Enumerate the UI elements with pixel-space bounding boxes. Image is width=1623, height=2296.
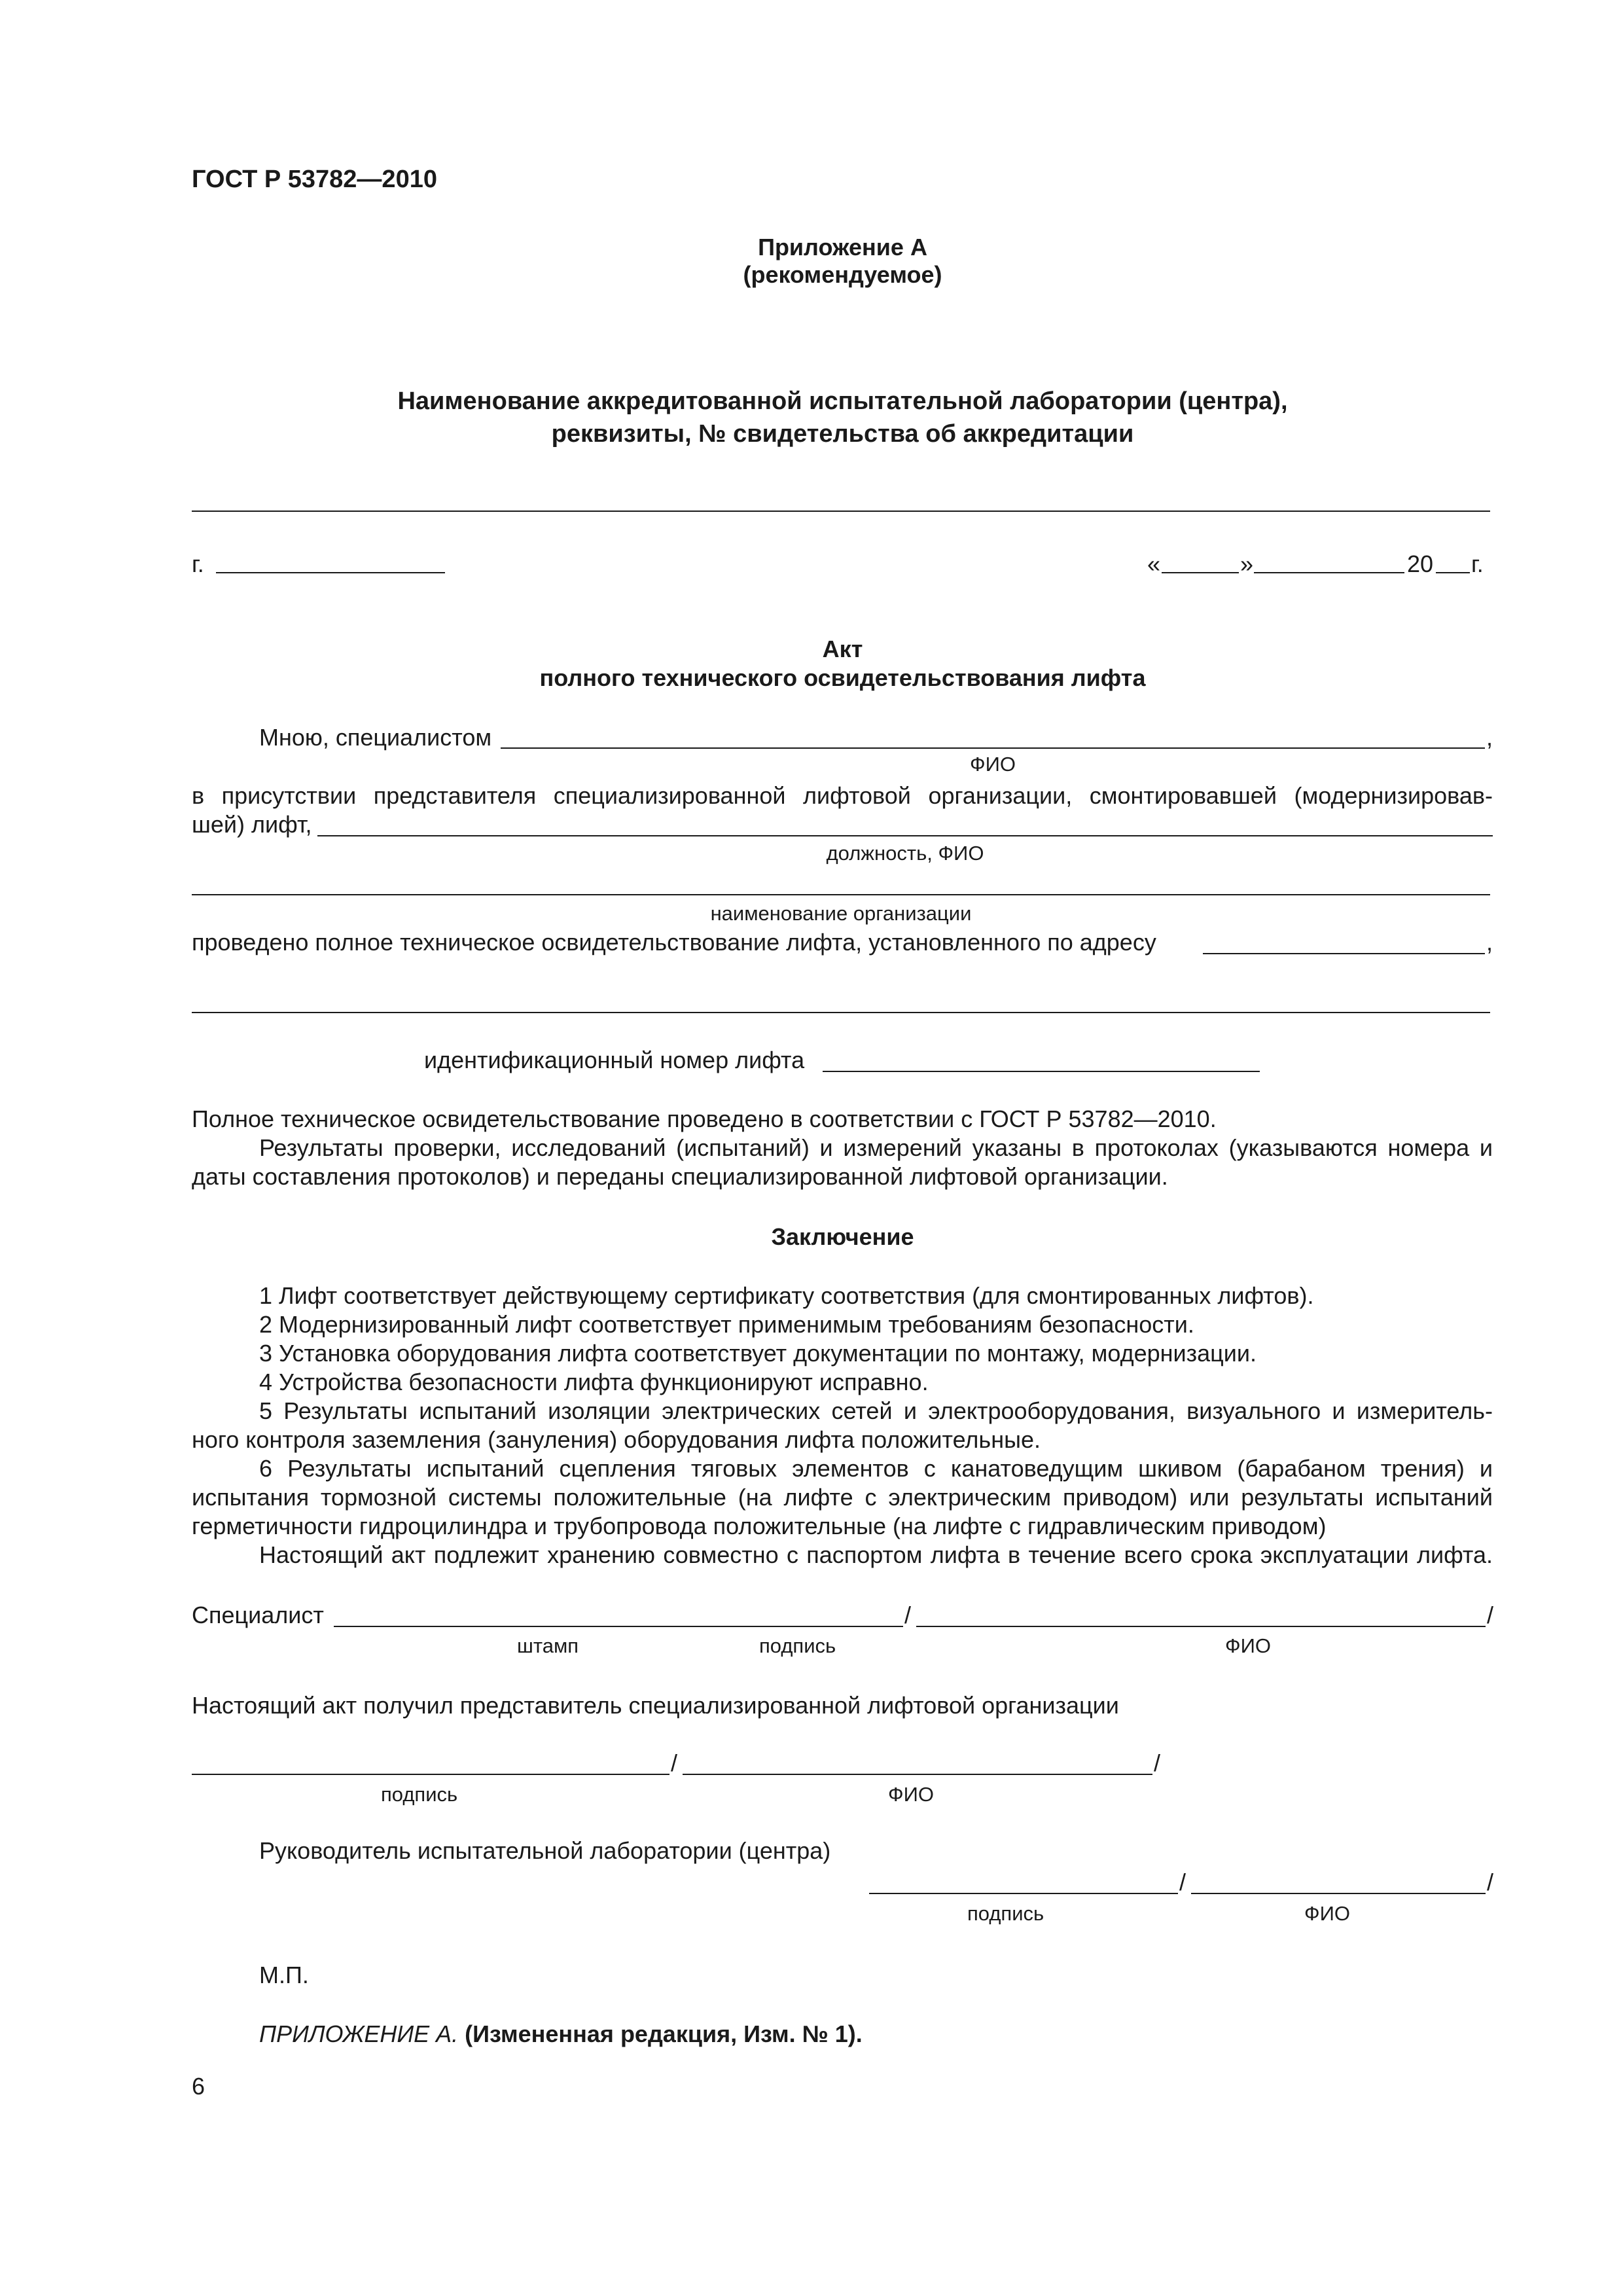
date-year-prefix: 20 [1407, 550, 1434, 577]
amendment-note-bold: (Измененная редакция, Изм. № 1). [458, 2020, 863, 2047]
conclusion-item-6-line1: 6 Результаты испытаний сцепления тяговых элементов с канатоведущим шкивом (барабаном трения) и [259, 1455, 1493, 1482]
conclusion-title: Заключение [771, 1223, 914, 1250]
conclusion-item-2: 2 Модернизированный лифт соответствует применимым требованиям безопасности. [259, 1311, 1194, 1338]
presence-line2: шей) лифт, [192, 811, 312, 838]
lab-details-line [192, 511, 1490, 512]
elevator-id-blank [823, 1071, 1260, 1072]
head-fio-caption: ФИО [1304, 1902, 1350, 1925]
specialist-fio-caption: ФИО [1225, 1634, 1271, 1657]
receiver-sign-caption: подпись [381, 1783, 458, 1806]
address-comma: , [1486, 929, 1493, 956]
presence-blank [317, 835, 1493, 836]
lab-name-line1: Наименование аккредитованной испытательной лаборатории (центра), [397, 387, 1288, 415]
conclusion-item-4: 4 Устройства безопасности лифта функционируют исправно. [259, 1369, 929, 1395]
city-blank [216, 572, 445, 573]
date-year-blank [1436, 572, 1470, 573]
storage-note: Настоящий акт подлежит хранению совместно с паспортом лифта в течение всего срока эксплуатации лифта. [259, 1541, 1493, 1568]
date-year-suffix: г. [1471, 550, 1484, 577]
head-slash: / [1179, 1869, 1186, 1895]
specialist-fio-blank [916, 1626, 1486, 1627]
results-line1: Результаты проверки, исследований (испытаний) и измерений указаны в протоколах (указываются номера и [259, 1134, 1493, 1161]
receiver-fio-blank [683, 1774, 1152, 1775]
conclusion-item-6-line2: испытания тормозной системы положительные (на лифте с электрическим приводом) или результаты испытаний [192, 1484, 1493, 1511]
received-text: Настоящий акт получил представитель специализированной лифтовой организации [192, 1692, 1119, 1719]
amendment-note-italic: ПРИЛОЖЕНИЕ А. [259, 2020, 459, 2047]
specialist-caption: ФИО [970, 753, 1016, 776]
receiver-sign-blank [192, 1774, 669, 1775]
appendix-status: (рекомендуемое) [743, 261, 942, 288]
specialist-blank [501, 747, 1485, 749]
organization-blank [192, 894, 1490, 895]
specialist-stamp-caption: штамп [517, 1634, 579, 1657]
organization-caption: наименование организации [710, 902, 972, 925]
receiver-fio-caption: ФИО [888, 1783, 934, 1806]
receiver-slash-end: / [1154, 1749, 1161, 1776]
act-subtitle: полного технического освидетельствования лифта [539, 664, 1146, 691]
specialist-stamp-sign-blank [334, 1626, 903, 1627]
lab-name-line2: реквизиты, № свидетельства об аккредитации [551, 420, 1134, 448]
receiver-slash: / [671, 1749, 678, 1776]
specialist-slash-end: / [1487, 1602, 1494, 1628]
amendment-note [259, 2020, 863, 2049]
city-prefix: г. [192, 550, 204, 577]
head-label: Руководитель испытательной лаборатории (центра) [259, 1837, 831, 1864]
head-slash-end: / [1487, 1869, 1494, 1895]
conclusion-item-3: 3 Установка оборудования лифта соответствует документации по монтажу, модернизации. [259, 1340, 1257, 1367]
date-quote-open: « [1147, 550, 1161, 577]
specialist-comma: , [1486, 724, 1493, 751]
conformity-text: Полное техническое освидетельствование проведено в соответствии с ГОСТ Р 53782—2010. [192, 1105, 1217, 1132]
page-number: 6 [192, 2073, 205, 2100]
head-fio-blank [1191, 1893, 1486, 1894]
results-line2: даты составления протоколов) и переданы специализированной лифтовой организации. [192, 1163, 1168, 1190]
standard-header: ГОСТ Р 53782—2010 [192, 166, 437, 193]
conclusion-item-1: 1 Лифт соответствует действующему сертификату соответствия (для смонтированных лифтов). [259, 1282, 1314, 1309]
stamp-place-label: М.П. [259, 1962, 309, 1988]
date-month-blank [1254, 572, 1404, 573]
specialist-slash: / [904, 1602, 912, 1628]
presence-caption: должность, ФИО [826, 842, 984, 865]
specialist-label: Специалист [192, 1602, 324, 1628]
address-blank [1203, 953, 1485, 954]
presence-line1: в присутствии представителя специализированной лифтовой организации, смонтировавшей (модернизировав- [192, 782, 1493, 809]
conclusion-item-5-line1: 5 Результаты испытаний изоляции электрических сетей и электрооборудования, визуального и измеритель- [259, 1397, 1493, 1424]
head-sign-blank [869, 1893, 1178, 1894]
address-prefix: проведено полное техническое освидетельствование лифта, установленного по адресу [192, 929, 1156, 956]
elevator-id-prefix: идентификационный номер лифта [424, 1047, 805, 1073]
act-title: Акт [822, 636, 863, 662]
date-day-blank [1162, 572, 1239, 573]
date-quote-close: » [1240, 550, 1254, 577]
head-sign-caption: подпись [967, 1902, 1044, 1925]
specialist-prefix: Мною, специалистом [259, 724, 492, 751]
appendix-title: Приложение А [758, 234, 927, 260]
conclusion-item-6-line3: герметичности гидроцилиндра и трубопровода положительные (на лифте с гидравлическим приводом) [192, 1513, 1327, 1539]
conclusion-item-5-line2: ного контроля заземления (зануления) оборудования лифта положительные. [192, 1426, 1041, 1453]
address-continuation-blank [192, 1012, 1490, 1013]
specialist-sign-caption: подпись [759, 1634, 836, 1657]
